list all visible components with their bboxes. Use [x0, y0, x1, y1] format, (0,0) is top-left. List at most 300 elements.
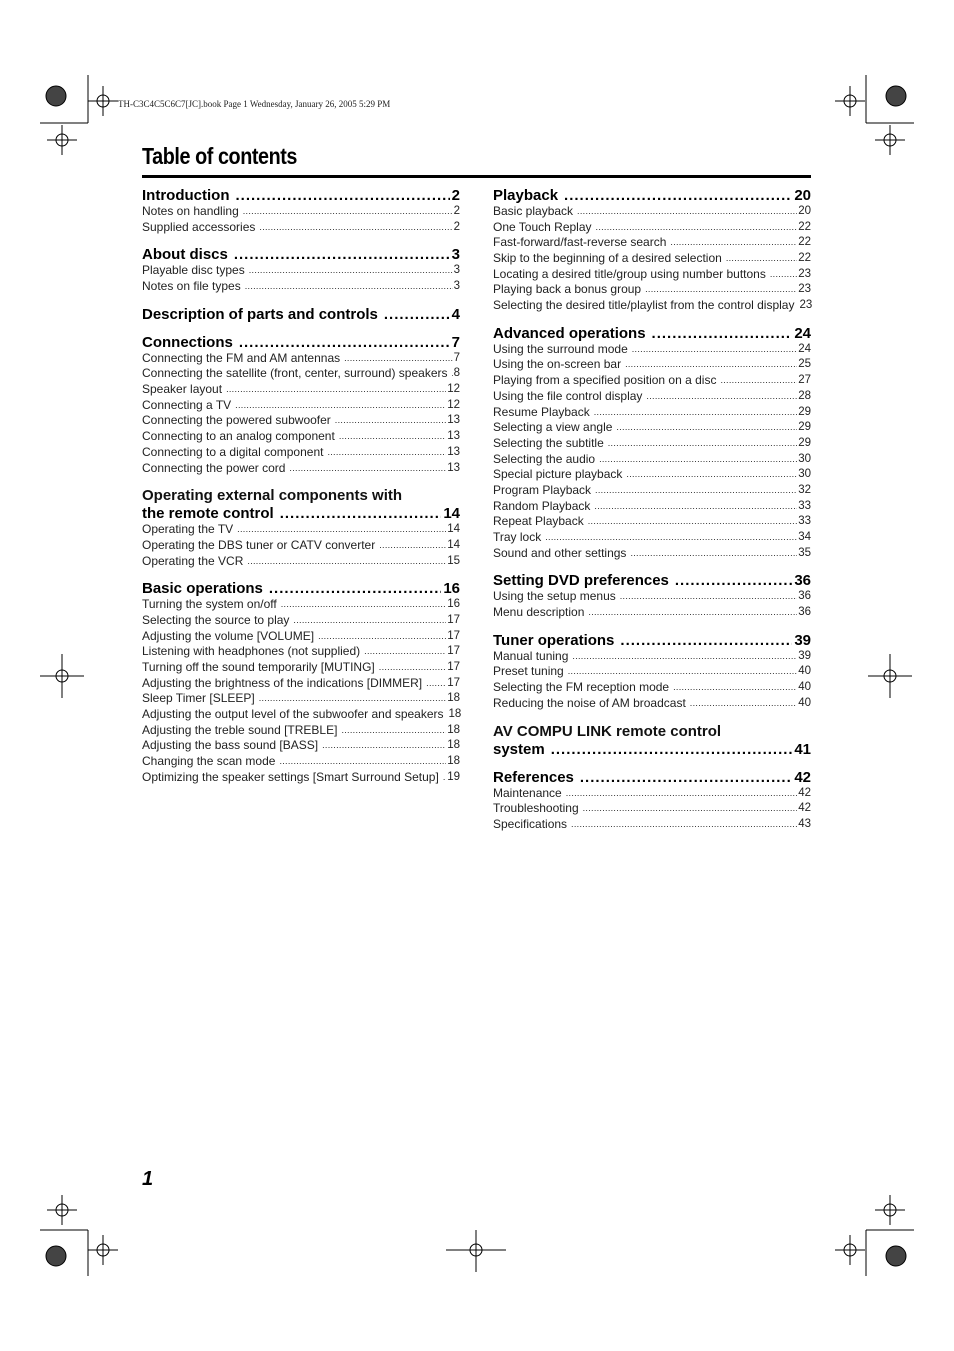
- page-title: Table of contents: [142, 143, 297, 169]
- toc-entry-label: Adjusting the volume [VOLUME]: [142, 628, 315, 643]
- section-heading-label: Tuner operations: [493, 631, 615, 649]
- toc-entry-label-wrap: [142, 554, 243, 570]
- toc-entry[interactable]: [493, 649, 811, 665]
- toc-entry-page-number: 7: [453, 351, 460, 364]
- leader-dots: [577, 204, 797, 220]
- leader-dots: [580, 769, 792, 786]
- toc-entry-label: Using the file control display: [493, 388, 643, 403]
- toc-entry-page-number: 25: [798, 358, 811, 371]
- leader-dots: [551, 741, 793, 758]
- toc-entry[interactable]: [142, 366, 460, 382]
- toc-entry-label-wrap: [493, 589, 616, 605]
- toc-entry-label-wrap: [142, 691, 255, 707]
- leader-dots: [599, 452, 797, 468]
- toc-entry[interactable]: [493, 483, 811, 499]
- toc-section: [142, 487, 460, 569]
- toc-entry-label: Speaker layout: [142, 382, 223, 397]
- toc-entry-label: Selecting the source to play: [142, 612, 290, 627]
- toc-entry-page-number: 2: [453, 204, 460, 217]
- leader-dots: [625, 357, 797, 373]
- leader-dots: [239, 334, 450, 351]
- toc-entry-page-number: 17: [447, 629, 460, 642]
- toc-entry-page-number: 22: [798, 252, 811, 265]
- toc-entry-label-wrap: [493, 605, 584, 621]
- toc-entry-label-wrap: [142, 723, 337, 739]
- toc-entry-label: Preset tuning: [493, 664, 564, 679]
- section-page-number: 2: [451, 187, 460, 204]
- toc-entry-label-wrap: [142, 522, 233, 538]
- toc-entry[interactable]: [142, 445, 460, 461]
- registration-target-icon: [46, 86, 66, 106]
- toc-section: [142, 246, 460, 294]
- toc-entry-label: Operating the DBS tuner or CATV converter: [142, 537, 376, 552]
- section-heading[interactable]: [493, 769, 811, 786]
- toc-entry[interactable]: [142, 522, 460, 538]
- toc-entry-label: Connecting the power cord: [142, 460, 286, 475]
- toc-entry-label: Basic playback: [493, 203, 574, 218]
- leader-dots: [673, 680, 797, 696]
- leader-dots: [234, 246, 450, 263]
- toc-entry-label-wrap: [142, 461, 285, 477]
- toc-entry-page-number: 30: [798, 468, 811, 481]
- toc-entry-page-number: 18: [447, 723, 460, 736]
- toc-left-column: [142, 187, 460, 797]
- toc-entry-label: Locating a desired title/group using number buttons: [493, 266, 766, 281]
- toc-entry-page-number: 23: [798, 267, 811, 280]
- toc-entry[interactable]: [142, 707, 460, 723]
- toc-entry-label-wrap: [493, 452, 595, 468]
- toc-entry-label-wrap: [493, 801, 579, 817]
- leader-dots: [384, 306, 450, 323]
- toc-entry-label: Selecting the FM reception mode: [493, 680, 670, 695]
- toc-entry-label-wrap: [142, 597, 277, 613]
- toc-entry-label: Connecting the satellite (front, center, surround) speakers: [142, 366, 448, 381]
- toc-entry[interactable]: [493, 499, 811, 515]
- leader-dots: [226, 382, 446, 398]
- toc-entry-label-wrap: [142, 204, 239, 220]
- toc-entry-page-number: 27: [798, 374, 811, 387]
- toc-section: [493, 325, 811, 562]
- toc-entry-label-wrap: [142, 445, 323, 461]
- section-page-number: 3: [451, 246, 460, 264]
- toc-entry[interactable]: [493, 605, 811, 621]
- toc-entry-page-number: 29: [798, 405, 811, 418]
- toc-entry[interactable]: [493, 452, 811, 468]
- toc-entry-label-wrap: [142, 366, 448, 382]
- leader-dots: [335, 413, 446, 429]
- toc-entry-label-wrap: [493, 467, 622, 483]
- toc-entry-label-wrap: [142, 754, 275, 770]
- leader-dots: [327, 445, 446, 461]
- leader-dots: [588, 605, 797, 621]
- toc-entry-label: Supplied accessories: [142, 219, 256, 234]
- toc-entry[interactable]: [142, 382, 460, 398]
- section-heading-label: Advanced operations: [493, 324, 646, 342]
- toc-entry[interactable]: [493, 436, 811, 452]
- toc-entry-label-wrap: [142, 382, 222, 398]
- toc-entry-label: Turning the system on/off: [142, 597, 277, 612]
- toc-entry-label: Connecting a TV: [142, 397, 232, 412]
- toc-entry[interactable]: [493, 282, 811, 298]
- toc-entry-label-wrap: [493, 373, 716, 389]
- leader-dots: [571, 817, 797, 833]
- toc-entry-label-wrap: [493, 282, 641, 298]
- toc-entry-label: Special picture playback: [493, 467, 623, 482]
- leader-dots: [608, 436, 797, 452]
- section-page-number: 14: [443, 505, 460, 523]
- toc-entry-page-number: 22: [798, 220, 811, 233]
- leader-dots: [632, 342, 797, 358]
- toc-entry-label-wrap: [493, 499, 590, 515]
- toc-entry-page-number: 20: [798, 204, 811, 217]
- toc-entry-label: Connecting to an analog component: [142, 429, 335, 444]
- toc-entry-label-wrap: [493, 389, 642, 405]
- toc-entry[interactable]: [142, 613, 460, 629]
- toc-entry-page-number: 12: [447, 383, 460, 396]
- toc-entry-page-number: 33: [798, 515, 811, 528]
- section-heading-text: AV COMPU LINK remote control: [493, 722, 722, 740]
- section-heading[interactable]: [493, 632, 811, 649]
- toc-entry-label: Optimizing the speaker settings [Smart Surround Setup]: [142, 769, 439, 784]
- leader-dots: [235, 187, 449, 204]
- toc-entry[interactable]: [493, 235, 811, 251]
- section-heading-label: Introduction: [142, 187, 230, 204]
- toc-entry-label: Manual tuning: [493, 648, 569, 663]
- toc-entry[interactable]: [493, 546, 811, 562]
- toc-entry-label: Adjusting the bass sound [BASS]: [142, 738, 319, 753]
- toc-entry[interactable]: [142, 676, 460, 692]
- toc-entry-label-wrap: [142, 538, 375, 554]
- toc-entry[interactable]: [493, 514, 811, 530]
- toc-entry-page-number: 29: [798, 421, 811, 434]
- leader-dots: [318, 629, 446, 645]
- toc-entry-page-number: 42: [798, 802, 811, 815]
- toc-entry[interactable]: [493, 665, 811, 681]
- toc-entry-page-number: 3: [453, 264, 460, 277]
- toc-entry-label: Playable disc types: [142, 263, 245, 278]
- section-heading[interactable]: [142, 580, 460, 597]
- toc-entry[interactable]: [142, 691, 460, 707]
- section-heading-label: system: [493, 740, 545, 758]
- toc-entry[interactable]: [142, 220, 460, 236]
- leader-dots: [293, 613, 446, 629]
- toc-entry[interactable]: [142, 204, 460, 220]
- toc-entry[interactable]: [493, 420, 811, 436]
- section-heading-text: Operating external components with: [142, 487, 403, 505]
- toc-entry-label: Selecting the audio: [493, 451, 596, 466]
- toc-entry[interactable]: [142, 597, 460, 613]
- leader-dots: [237, 522, 446, 538]
- toc-entry-page-number: 16: [447, 598, 460, 611]
- toc-entry-label-wrap: [142, 398, 231, 414]
- toc-entry-label-wrap: [493, 436, 604, 452]
- toc-entry-page-number: 18: [447, 692, 460, 705]
- toc-entry-label-wrap: [142, 644, 360, 660]
- leader-dots: [726, 251, 797, 267]
- section-heading-line1: [493, 723, 811, 741]
- toc-entry[interactable]: [142, 398, 460, 414]
- section-heading[interactable]: [493, 741, 811, 758]
- leader-dots: [675, 572, 792, 589]
- toc-entry-label-wrap: [493, 251, 722, 267]
- toc-entry-page-number: 32: [798, 483, 811, 496]
- toc-entry-page-number: 17: [447, 661, 460, 674]
- toc-entry[interactable]: [493, 373, 811, 389]
- toc-entry-page-number: 13: [447, 445, 460, 458]
- toc-entry-page-number: 34: [798, 531, 811, 544]
- toc-entry-label-wrap: [493, 680, 669, 696]
- toc-entry-page-number: 18: [447, 739, 460, 752]
- toc-section: [142, 187, 460, 235]
- toc-entry[interactable]: [142, 770, 460, 786]
- leader-dots: [280, 505, 442, 522]
- toc-entry-label-wrap: [493, 298, 794, 314]
- section-heading-label: Connections: [142, 333, 233, 351]
- toc-entry-page-number: 19: [447, 770, 460, 783]
- leader-dots: [245, 279, 453, 295]
- toc-section: [142, 334, 460, 477]
- toc-entry[interactable]: [142, 263, 460, 279]
- leader-dots: [588, 514, 797, 530]
- toc-entry-label-wrap: [142, 413, 331, 429]
- leader-dots: [279, 754, 446, 770]
- toc-entry-page-number: 35: [798, 546, 811, 559]
- leader-dots: [645, 282, 797, 298]
- toc-entry-label: Adjusting the output level of the subwoofer and speakers: [142, 707, 444, 722]
- leader-dots: [770, 267, 797, 283]
- leader-dots: [426, 676, 446, 692]
- section-page-number: 41: [794, 740, 811, 758]
- leader-dots: [443, 770, 446, 786]
- section-page-number: 4: [451, 305, 460, 323]
- toc-entry-page-number: 13: [447, 430, 460, 443]
- toc-entry-label: Random Playback: [493, 498, 591, 513]
- toc-entry-label-wrap: [142, 738, 318, 754]
- toc-entry[interactable]: [142, 660, 460, 676]
- toc-entry-label: Listening with headphones (not supplied): [142, 644, 361, 659]
- toc-entry[interactable]: [493, 801, 811, 817]
- toc-entry-label: Specifications: [493, 816, 568, 831]
- toc-entry[interactable]: [493, 358, 811, 374]
- toc-entry-label-wrap: [493, 235, 666, 251]
- toc-entry-label: Sleep Timer [SLEEP]: [142, 691, 255, 706]
- toc-entry[interactable]: [142, 754, 460, 770]
- toc-entry-label: Program Playback: [493, 482, 592, 497]
- leader-dots: [281, 597, 446, 613]
- section-heading-label: Basic operations: [142, 580, 263, 598]
- leader-dots: [568, 664, 797, 680]
- leader-dots: [364, 644, 446, 660]
- title-rule: [142, 175, 811, 178]
- toc-entry[interactable]: [493, 589, 811, 605]
- print-header: TH-C3C4C5C6C7[JC].book Page 1 Wednesday, January 26, 2005 5:29 PM: [118, 99, 391, 109]
- toc-section: [142, 580, 460, 785]
- toc-entry[interactable]: [493, 680, 811, 696]
- leader-dots: [379, 538, 446, 554]
- toc-entry[interactable]: [142, 429, 460, 445]
- toc-entry-label: Operating the VCR: [142, 553, 244, 568]
- toc-section: [493, 632, 811, 712]
- toc-entry-page-number: 43: [798, 817, 811, 830]
- toc-entry-page-number: 18: [447, 755, 460, 768]
- leader-dots: [616, 420, 797, 436]
- section-page-number: 39: [794, 631, 811, 649]
- toc-entry[interactable]: [493, 786, 811, 802]
- section-page-number: 42: [794, 768, 811, 786]
- toc-entry-label: Turning off the sound temporarily [MUTING]: [142, 660, 375, 675]
- toc-entry-label: Adjusting the brightness of the indications [DIMMER]: [142, 675, 423, 690]
- toc-entry-label: Notes on handling: [142, 203, 239, 218]
- toc-entry[interactable]: [493, 467, 811, 483]
- toc-entry-label: Maintenance: [493, 785, 562, 800]
- toc-entry[interactable]: [142, 644, 460, 660]
- toc-entry-label-wrap: [493, 817, 567, 833]
- section-heading[interactable]: [142, 505, 460, 522]
- toc-entry-label-wrap: [493, 342, 628, 358]
- section-heading[interactable]: [142, 246, 460, 263]
- section-heading-label: Description of parts and controls: [142, 305, 378, 323]
- leader-dots: [646, 389, 797, 405]
- leader-dots: [594, 405, 797, 421]
- toc-entry[interactable]: [142, 739, 460, 755]
- toc-entry-label: Troubleshooting: [493, 801, 579, 816]
- toc-entry-page-number: 18: [448, 708, 462, 721]
- toc-entry[interactable]: [142, 538, 460, 554]
- toc-entry[interactable]: [493, 267, 811, 283]
- toc-entry-page-number: 40: [798, 696, 811, 709]
- toc-entry-label: Playing from a specified position on a disc: [493, 373, 717, 388]
- section-heading[interactable]: [493, 187, 811, 204]
- section-heading-label: the remote control: [142, 505, 274, 523]
- toc-entry[interactable]: [493, 817, 811, 833]
- section-heading[interactable]: [493, 572, 811, 589]
- toc-entry-label: Operating the TV: [142, 522, 234, 537]
- toc-section: [493, 572, 811, 620]
- leader-dots: [620, 632, 792, 649]
- toc-section: [142, 306, 460, 323]
- section-heading[interactable]: [142, 187, 460, 204]
- toc-entry-label-wrap: [493, 546, 626, 562]
- toc-entry-page-number: 3: [453, 280, 460, 293]
- section-heading[interactable]: [493, 325, 811, 342]
- toc-entry-label-wrap: [142, 629, 314, 645]
- leader-dots: [235, 398, 446, 414]
- toc-entry-label: Adjusting the treble sound [TREBLE]: [142, 722, 338, 737]
- toc-entry-label-wrap: [142, 660, 375, 676]
- leader-dots: [652, 325, 793, 342]
- toc-entry-label-wrap: [493, 649, 568, 665]
- leader-dots: [630, 546, 797, 562]
- toc-entry[interactable]: [493, 251, 811, 267]
- leader-dots: [670, 235, 797, 251]
- toc-entry-page-number: 17: [447, 645, 460, 658]
- toc-right-column: [493, 187, 811, 844]
- toc-entry-label-wrap: [493, 786, 562, 802]
- toc-entry[interactable]: [142, 629, 460, 645]
- toc-entry[interactable]: [493, 389, 811, 405]
- toc-entry-label: Skip to the beginning of a desired selection: [493, 251, 722, 266]
- toc-entry[interactable]: [493, 204, 811, 220]
- toc-entry-page-number: 28: [798, 389, 811, 402]
- toc-entry-label-wrap: [142, 351, 340, 367]
- toc-entry-label-wrap: [142, 707, 444, 723]
- toc-section: [493, 187, 811, 314]
- toc-entry[interactable]: [493, 298, 811, 314]
- toc-entry-label: Tray lock: [493, 530, 542, 545]
- toc-entry-label-wrap: [142, 263, 245, 279]
- toc-entry-label-wrap: [493, 267, 766, 283]
- toc-entry-label: Changing the scan mode: [142, 754, 276, 769]
- toc-entry-label-wrap: [493, 696, 686, 712]
- toc-entry-page-number: 17: [447, 676, 460, 689]
- toc-entry-label-wrap: [493, 357, 621, 373]
- toc-entry[interactable]: [142, 461, 460, 477]
- leader-dots: [594, 499, 797, 515]
- toc-entry-label: Connecting the FM and AM antennas: [142, 350, 341, 365]
- section-page-number: 24: [794, 324, 811, 342]
- section-heading[interactable]: [142, 306, 460, 323]
- toc-entry-label-wrap: [142, 429, 335, 445]
- toc-entry[interactable]: [493, 405, 811, 421]
- leader-dots: [289, 461, 446, 477]
- toc-entry-label: Selecting the subtitle: [493, 435, 604, 450]
- toc-entry[interactable]: [493, 696, 811, 712]
- toc-entry-label: One Touch Replay: [493, 219, 592, 234]
- leader-dots: [247, 554, 446, 570]
- toc-entry-label: Connecting the powered subwoofer: [142, 413, 331, 428]
- toc-entry-label: Reducing the noise of AM broadcast: [493, 695, 686, 710]
- page-number: 1: [142, 1168, 154, 1190]
- leader-dots: [620, 589, 797, 605]
- leader-dots: [596, 220, 798, 236]
- leader-dots: [452, 366, 453, 382]
- toc-entry-page-number: 29: [798, 436, 811, 449]
- leader-dots: [595, 483, 797, 499]
- section-heading-label: About discs: [142, 246, 228, 264]
- toc-entry-page-number: 15: [447, 554, 460, 567]
- section-heading[interactable]: [142, 334, 460, 351]
- toc-entry-label: Selecting the desired title/playlist from the control display: [493, 298, 795, 313]
- toc-entry-page-number: 14: [447, 538, 460, 551]
- toc-entry-label: Using the on-screen bar: [493, 357, 622, 372]
- toc-entry[interactable]: [142, 414, 460, 430]
- toc-entry-label: Fast-forward/fast-reverse search: [493, 235, 667, 250]
- toc-entry-page-number: 40: [798, 681, 811, 694]
- toc-entry-label-wrap: [142, 220, 255, 236]
- toc-entry-label: Repeat Playback: [493, 514, 584, 529]
- section-page-number: 36: [794, 572, 811, 590]
- toc-entry[interactable]: [142, 554, 460, 570]
- leader-dots: [545, 530, 797, 546]
- toc-section: [493, 723, 811, 758]
- leader-dots: [379, 660, 446, 676]
- toc-entry-page-number: 40: [798, 665, 811, 678]
- toc-entry[interactable]: [493, 530, 811, 546]
- leader-dots: [269, 580, 441, 597]
- toc-entry[interactable]: [142, 279, 460, 295]
- toc-section: [493, 769, 811, 833]
- toc-entry[interactable]: [493, 342, 811, 358]
- leader-dots: [720, 373, 797, 389]
- toc-entry-label: Sound and other settings: [493, 545, 627, 560]
- toc-entry[interactable]: [142, 351, 460, 367]
- toc-entry[interactable]: [493, 220, 811, 236]
- toc-entry-page-number: 13: [447, 461, 460, 474]
- toc-entry[interactable]: [142, 723, 460, 739]
- leader-dots: [572, 649, 797, 665]
- toc-entry-label: Menu description: [493, 605, 585, 620]
- toc-entry-page-number: 24: [798, 342, 811, 355]
